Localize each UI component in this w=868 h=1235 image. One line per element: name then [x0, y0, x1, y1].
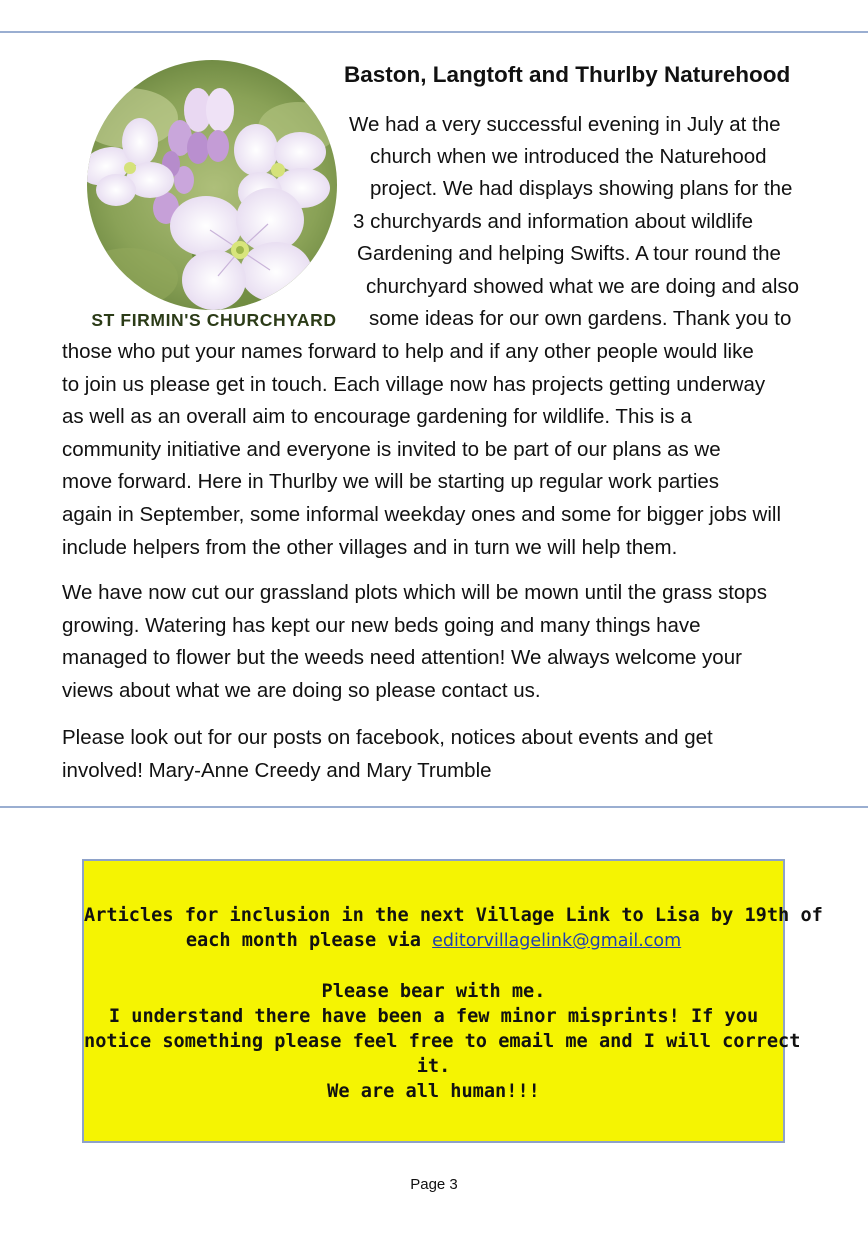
paragraph-line: We have now cut our grassland plots which will be mown until the grass stops	[62, 581, 767, 604]
page-number: Page 3	[410, 1176, 458, 1193]
top-divider	[0, 31, 868, 33]
notice-line: Please bear with me.	[321, 981, 546, 1002]
notice-line-prefix: each month please via	[185, 930, 433, 951]
paragraph-line: church when we introduced the Naturehood	[370, 145, 767, 168]
paragraph-line: community initiative and everyone is invited to be part of our plans as we	[62, 437, 721, 461]
paragraph-line: We had a very successful evening in July at the	[349, 113, 781, 136]
paragraph-line: project. We had displays showing plans for the	[370, 177, 793, 200]
article-title: Baston, Langtoft and Thurlby Naturehood	[344, 62, 791, 87]
paragraph-line: churchyard showed what we are doing and also	[366, 275, 800, 298]
paragraph-3	[62, 722, 862, 787]
paragraph-line: include helpers from the other villages and in turn we will help them.	[62, 535, 678, 559]
logo-caption: ST FIRMIN'S CHURCHYARD	[91, 310, 337, 330]
section-divider	[0, 806, 868, 808]
notice-line: I understand there have been a few minor misprints! If you	[108, 1006, 759, 1027]
notice-line: Articles for inclusion in the next Village Link to Lisa by 19th of	[84, 905, 823, 926]
paragraph-line: Gardening and helping Swifts. A tour round the	[357, 242, 781, 265]
paragraph-line: as well as an overall aim to encourage gardening for wildlife. This is a	[62, 405, 692, 429]
submission-notice	[82, 859, 823, 1143]
flower-photo-icon	[68, 58, 360, 334]
editor-email-link[interactable]: editorvillagelink@gmail.com	[432, 931, 682, 951]
paragraph-line: views about what we are doing so please contact us.	[62, 678, 541, 702]
paragraph-line: managed to flower but the weeds need attention! We always welcome your	[62, 646, 742, 670]
paragraph-1-continued	[62, 336, 862, 564]
paragraph-line: to join us please get in touch. Each village now has projects getting underway	[62, 372, 766, 396]
paragraph-line: some ideas for our own gardens. Thank you to	[369, 307, 792, 330]
paragraph-line: move forward. Here in Thurlby we will be starting up regular work parties	[62, 470, 720, 494]
paragraph-line: growing. Watering has kept our new beds going and many things have	[62, 613, 701, 637]
paragraph-line: those who put your names forward to help and if any other people would like	[62, 340, 754, 363]
paragraph-2	[62, 577, 862, 707]
notice-spacer	[84, 954, 783, 979]
notice-line: it.	[416, 1056, 451, 1077]
paragraph-line: again in September, some informal weekday ones and some for bigger jobs will	[62, 502, 782, 526]
notice-line: notice something please feel free to email me and I will correct	[84, 1031, 801, 1052]
churchyard-logo	[68, 58, 360, 334]
paragraph-line: 3 churchyards and information about wildlife	[353, 210, 753, 233]
paragraph-line: Please look out for our posts on facebook, notices about events and get	[62, 726, 713, 749]
paragraph-line: involved! Mary-Anne Creedy and Mary Trumble	[62, 758, 492, 782]
notice-line	[84, 928, 783, 954]
notice-line: We are all human!!!	[327, 1081, 540, 1102]
